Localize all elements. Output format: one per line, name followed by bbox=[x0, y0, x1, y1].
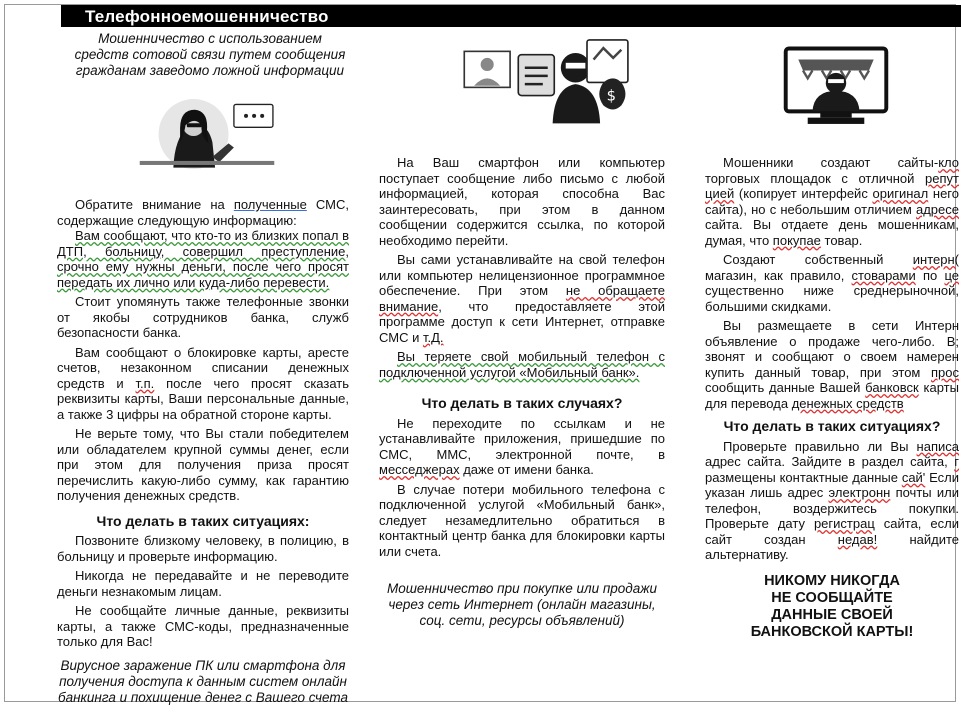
text: (копирует интерфейс bbox=[734, 186, 873, 201]
text-underlined: Вам сообщают, что кто-то из близких попал в ДТП, больницу, совершил преступление, срочно ему нужны деньги, после чего просят передать их лично или куда-либо перевести. bbox=[57, 228, 349, 290]
text-underlined: месседжерах bbox=[379, 462, 460, 477]
p-call-relative: Позвоните близкому человеку, в полицию, в больницу и проверьте информацию. bbox=[57, 533, 349, 564]
text: Вы размещаете в сети Интерн объявление о продаже чего-либо. В; звонят и сообщают о своем намерен купить данный товар, при этом bbox=[705, 318, 959, 380]
text-underlined: не обращаете внимание bbox=[379, 283, 665, 314]
text-underlined: т.Д. bbox=[422, 329, 444, 345]
p-lost-phone bbox=[379, 349, 665, 380]
p-personal-data: Не сообщайте личные данные, реквизиты карты, а также СМС-коды, предназначенные только для Вас! bbox=[57, 603, 349, 649]
text: найдите альтернативу. bbox=[705, 531, 959, 562]
text: Вы сами устанавливайте на свой телефон или компьютер нелицензионное программное обеспечение. При этом bbox=[379, 252, 665, 298]
text-underlined: денежных средств bbox=[791, 395, 904, 411]
warning-line-3: ДАННЫЕ СВОЕЙ bbox=[771, 606, 893, 623]
intro-text: Мошенничество с использованием средств сотовой связи путем сообщения гражданам заведомо ложной информации bbox=[74, 31, 346, 78]
heading-what-to-do: Что делать в таких ситуациях: bbox=[96, 512, 310, 529]
column-middle bbox=[379, 155, 665, 629]
footer-online-shopping: Мошенничество при покупке или продажи через сеть Интернет (онлайн магазины, соц. сети, ресурсы объявлений) bbox=[386, 581, 658, 628]
hacker-woman-illustration bbox=[133, 87, 281, 177]
text: Не переходите по ссылкам и не устанавливайте приложения, пришедшие по СМС, ММС, электронной почте, в bbox=[379, 415, 665, 462]
p-card-block bbox=[57, 345, 349, 423]
p-unlicensed-software bbox=[379, 252, 665, 345]
text: размещены контактные данные bbox=[705, 469, 902, 485]
p-relatives bbox=[57, 228, 349, 290]
text: сайта. Вы отдаете день мошенникам, думая, что bbox=[705, 217, 959, 248]
text: существенно ниже среднерыночной, большими скидками. bbox=[705, 283, 959, 314]
text-underlined: банковск bbox=[865, 380, 919, 395]
text: адрес сайта. Зайдите в раздел сайта, bbox=[705, 454, 955, 469]
text-underlined: покупае bbox=[772, 232, 821, 248]
p-selling-ad bbox=[705, 318, 959, 411]
text-underlined: Вы теряете свой мобильный телефон с подключенной услугой «Мобильный банк». bbox=[379, 349, 665, 380]
text-underlined: регистрац bbox=[813, 516, 875, 531]
column-left bbox=[71, 31, 349, 79]
page-title: Телефонноемошенничество bbox=[85, 7, 329, 26]
masked-fraudster-illustration bbox=[461, 27, 641, 133]
text: СМС, содержащие следующую информацию: bbox=[57, 197, 349, 228]
text-underlined: це bbox=[944, 267, 959, 283]
text: товар. bbox=[820, 232, 863, 248]
text: Если указан лишь адрес bbox=[705, 469, 959, 500]
warning-block bbox=[705, 573, 959, 641]
text: карты для перевода bbox=[705, 380, 959, 411]
p-own-shop bbox=[705, 252, 959, 314]
p-dont-follow-links bbox=[379, 416, 665, 478]
text: торговых площадок с отличной bbox=[705, 170, 926, 186]
p-attention bbox=[57, 197, 349, 228]
text: магазин, как правило, bbox=[705, 267, 852, 283]
text: сообщить данные Вашей bbox=[705, 380, 866, 395]
warning-line-1: НИКОМУ НИКОГДА bbox=[764, 572, 900, 589]
text-underlined: т.п. bbox=[135, 375, 155, 391]
p-check-site bbox=[705, 439, 959, 563]
column-left-body bbox=[57, 197, 349, 706]
text: Вам сообщают о блокировке карты, аресте счетов, незаконном списании денежных средств и bbox=[57, 344, 349, 391]
text-underlined: сай' bbox=[901, 469, 926, 485]
heading-what-to-do-right: Что делать в таких ситуациях? bbox=[723, 418, 941, 434]
footer-virus: Вирусное заражение ПК или смартфона для получения доступа к данным систем онлайн банкинга и похищение денег с Вашего счета bbox=[57, 657, 348, 705]
text-underlined: электронн bbox=[828, 485, 891, 500]
warning-line-2: НЕ СООБЩАЙТЕ bbox=[771, 589, 893, 606]
text: по bbox=[915, 267, 945, 283]
p-never-transfer: Никогда не передавайте и не переводите деньги незнакомым лицам. bbox=[57, 568, 349, 599]
p-bank-calls: Стоит упомянуть также телефонные звонки от якобы сотрудников банка, служб безопасности банка. bbox=[57, 294, 349, 340]
text: почты или телефон, воздержитесь покупки. Проверьте дату bbox=[705, 485, 959, 531]
text: , что предоставляете этой программе доступ к сети Интернет, отправке СМС и bbox=[379, 298, 665, 345]
p-message-link: На Ваш смартфон или компьютер поступает сообщение либо письмо с любой информацией, которая способна Вас заинтересовать, при этом в данном сообщении содержится ссылка, по которой необходимо перейти. bbox=[379, 155, 665, 248]
leaflet-page bbox=[4, 4, 959, 705]
text-underlined: написа bbox=[916, 438, 959, 454]
text: Создают собственный bbox=[723, 252, 913, 267]
text-underlined: интерн( bbox=[912, 252, 959, 267]
text: Мошенники создают сайты- bbox=[723, 155, 939, 170]
computer-thief-illustration bbox=[781, 35, 891, 139]
text: сайта, если сайт создан bbox=[705, 516, 959, 547]
heading-what-to-do-cases: Что делать в таких случаях? bbox=[421, 395, 623, 411]
p-clone-sites bbox=[705, 155, 959, 248]
text-underlined: недав! bbox=[837, 531, 878, 547]
p-phone-loss-contact: В случае потери мобильного телефона с подключенной услугой «Мобильный банк», следует незамедлительно обратиться в контактный центр банка для блокировки карты или счета. bbox=[379, 481, 665, 559]
text-underlined: стоварами bbox=[851, 267, 916, 283]
text-underlined: оригинал bbox=[872, 186, 929, 201]
svg-text:$: $ bbox=[606, 87, 617, 105]
text: даже от имени банка. bbox=[459, 462, 594, 477]
text-underlined: г bbox=[954, 454, 959, 469]
text-underlined: полученные bbox=[233, 197, 307, 212]
warning-line-4: БАНКОВСКОЙ КАРТЫ! bbox=[750, 623, 914, 640]
text-underlined: кло bbox=[938, 155, 959, 170]
column-right bbox=[705, 155, 959, 641]
text-underlined: репут bbox=[925, 170, 959, 186]
text-underlined: адресе bbox=[915, 201, 959, 217]
text: Обратите внимание на bbox=[75, 197, 234, 212]
text: Проверьте правильно ли Вы bbox=[723, 438, 917, 454]
text: него сайта), но с небольшим отличием bbox=[705, 186, 959, 217]
text: после чего просят сказать реквизиты карты, Ваши персональные данные, а также 3 цифры на обратной стороне карты. bbox=[57, 375, 350, 422]
text-underlined: прос bbox=[931, 364, 959, 380]
text-underlined: цией bbox=[705, 186, 735, 201]
p-prize: Не верьте тому, что Вы стали победителем или обладателем крупной суммы денег, если при этом для получения приза просят перечислить какую-либо сумму, как гарантию получения денежных средств. bbox=[57, 426, 349, 503]
